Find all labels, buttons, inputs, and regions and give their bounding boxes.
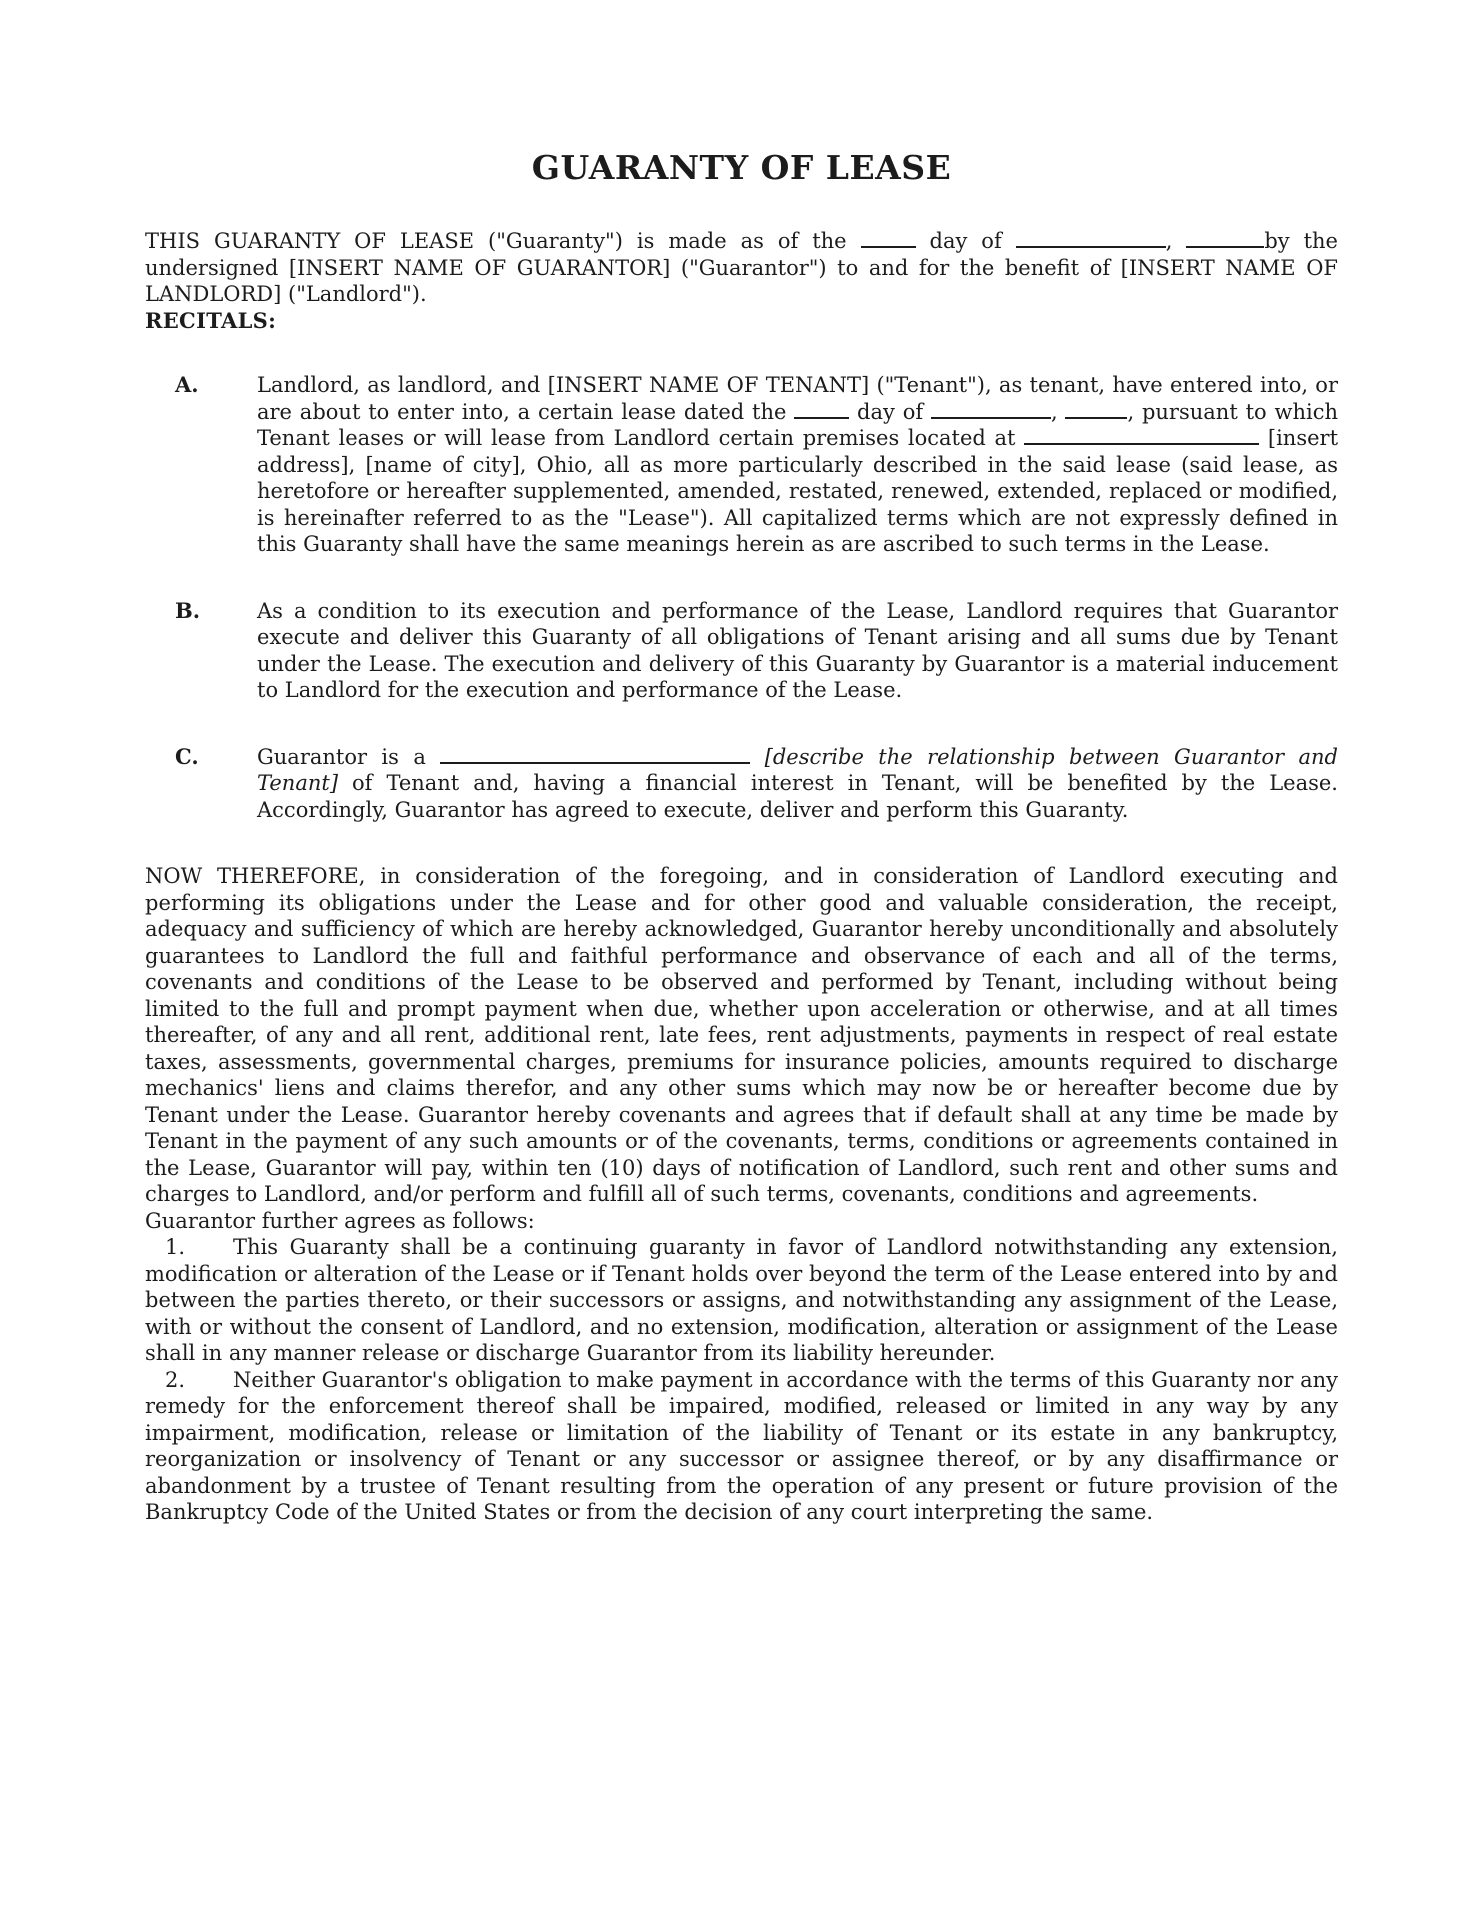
- paragraph-1-text: [145, 1235, 1338, 1365]
- text-run: [750, 745, 764, 769]
- recital-a-label: A.: [175, 372, 199, 397]
- text-run: Neither Guarantor's obligation to make payment in accordance with the terms of this Guaranty nor any remedy for the enforcement thereof shall be impaired, modified, released or limited in any way by any impairment, modification, release or limitation of the liability of Tenant or its estate in any bankruptcy, reorganization or insolvency of Tenant or any successor or assignee thereof, or by any disaffirmance or abandonment by a trustee of Tenant resulting from the operation of any present or future provision of the Bankruptcy Code of the United States or from the decision of any court interpreting the same.: [145, 1367, 1338, 1524]
- fill-in-blank: [1024, 425, 1259, 445]
- fill-in-blank: [931, 399, 1051, 419]
- text-run: Guarantor is a: [257, 744, 441, 769]
- text-run: by the undersigned [INSERT NAME OF GUARANTOR] ("Guarantor") to and for the benefit of [INSERT NAME OF LANDLORD] ("Landlord").: [145, 229, 1338, 306]
- recital-c-label: C.: [175, 743, 199, 769]
- recital-b-text: [257, 598, 1338, 704]
- fill-in-blank: [861, 228, 916, 248]
- recital-b-label: B.: [175, 597, 201, 623]
- text-run: This Guaranty shall be a continuing guaranty in favor of Landlord notwithstanding any extension, modification or alteration of the Lease or if Tenant holds over beyond the term of the Lease entered into by and between the parties thereto, or their successors or assigns, and notwithstanding any assignment of the Lease, with or without the consent of Landlord, and no extension, modification, alteration or assignment of the Lease shall in any manner release or discharge Guarantor from its liability hereunder.: [145, 1235, 1338, 1365]
- fill-in-blank: [1016, 228, 1166, 248]
- recital-a: [145, 372, 1338, 558]
- recital-b: [145, 598, 1338, 704]
- recital-c: [145, 744, 1338, 824]
- intro-paragraph: [145, 228, 1338, 308]
- recitals-heading: RECITALS:: [145, 307, 277, 333]
- text-run: , pursuant to which Tenant leases or will lease from Landlord certain premises located at: [257, 399, 1338, 450]
- text-run: NOW THEREFORE, in consideration of the foregoing, and in consideration of Landlord executing and performing its obligations under the Lease and for other good and valuable consideration, the receipt, adequacy and sufficiency of which are hereby acknowledged, Guarantor hereby unconditionally and absolutely guarantees to Landlord the full and faithful performance and observance of each and all of the terms, covenants and conditions of the Lease to be observed and performed by Tenant, including without being limited to the full and prompt payment when due, whether upon acceleration or otherwise, and at all times thereafter, of any and all rent, additional rent, late fees, rent adjustments, payments in respect of real estate taxes, assessments, governmental charges, premiums for insurance policies, amounts required to discharge mechanics' liens and claims therefor, and any other sums which may now be or hereafter become due by Tenant under the Lease. Guarantor hereby covenants and agrees that if default shall at any time be made by Tenant in the payment of any such amounts or of the covenants, terms, conditions or agreements contained in the Lease, Guarantor will pay, within ten (10) days of notification of Landlord, such rent and other sums and charges to Landlord, and/or perform and fulfill all of such terms, covenants, conditions and agreements.: [145, 864, 1338, 1206]
- text-run: As a condition to its execution and performance of the Lease, Landlord requires that Guarantor execute and deliver this Guaranty of all obligations of Tenant arising and all sums due by Tenant under the Lease. The execution and delivery of this Guaranty by Guarantor is a material inducement to Landlord for the execution and performance of the Lease.: [257, 598, 1338, 702]
- text-run: ,: [1050, 399, 1066, 424]
- text-run: of Tenant and, having a financial interest in Tenant, will be benefited by the Lease. Accordingly, Guarantor has agreed to execute, deliver and perform this Guaranty.: [257, 771, 1338, 822]
- further-agrees-line: Guarantor further agrees as follows:: [145, 1208, 535, 1233]
- fill-in-blank: [1065, 399, 1127, 419]
- text-run: THIS GUARANTY OF LEASE ("Guaranty") is made as of the: [145, 229, 861, 253]
- paragraph-2-number: 2.: [165, 1367, 186, 1392]
- fill-in-blank: [1186, 228, 1264, 248]
- fill-in-blank: [794, 399, 849, 419]
- text-run: day of: [849, 399, 931, 424]
- now-therefore-paragraph: [145, 863, 1338, 1208]
- document-title: GUARANTY OF LEASE: [531, 148, 952, 187]
- instruction-italic-text: [describe the relationship between Guarantor and Tenant]: [257, 744, 1338, 795]
- paragraph-1-number: 1.: [165, 1235, 186, 1259]
- text-run: Landlord, as landlord, and [INSERT NAME OF TENANT] ("Tenant"), as tenant, have entered into, or are about to enter into, a certain lease dated the: [257, 373, 1338, 424]
- text-run: [insert address], [name of city], Ohio, all as more particularly described in the said lease (said lease, as heretofore or hereafter supplemented, amended, restated, renewed, extended, replaced or modified, is hereinafter referred to as the "Lease"). All capitalized terms which are not expressly defined in this Guaranty shall have the same meanings herein as are ascribed to such terms in the Lease.: [257, 426, 1339, 556]
- fill-in-blank: [440, 744, 750, 764]
- recital-c-text: [257, 744, 1338, 824]
- numbered-paragraph-1: [145, 1234, 1338, 1367]
- recital-a-text: [257, 372, 1338, 558]
- text-run: day of: [915, 229, 1016, 253]
- numbered-paragraph-2: [145, 1367, 1338, 1526]
- paragraph-2-text: [145, 1368, 1338, 1525]
- text-run: ,: [1165, 229, 1187, 253]
